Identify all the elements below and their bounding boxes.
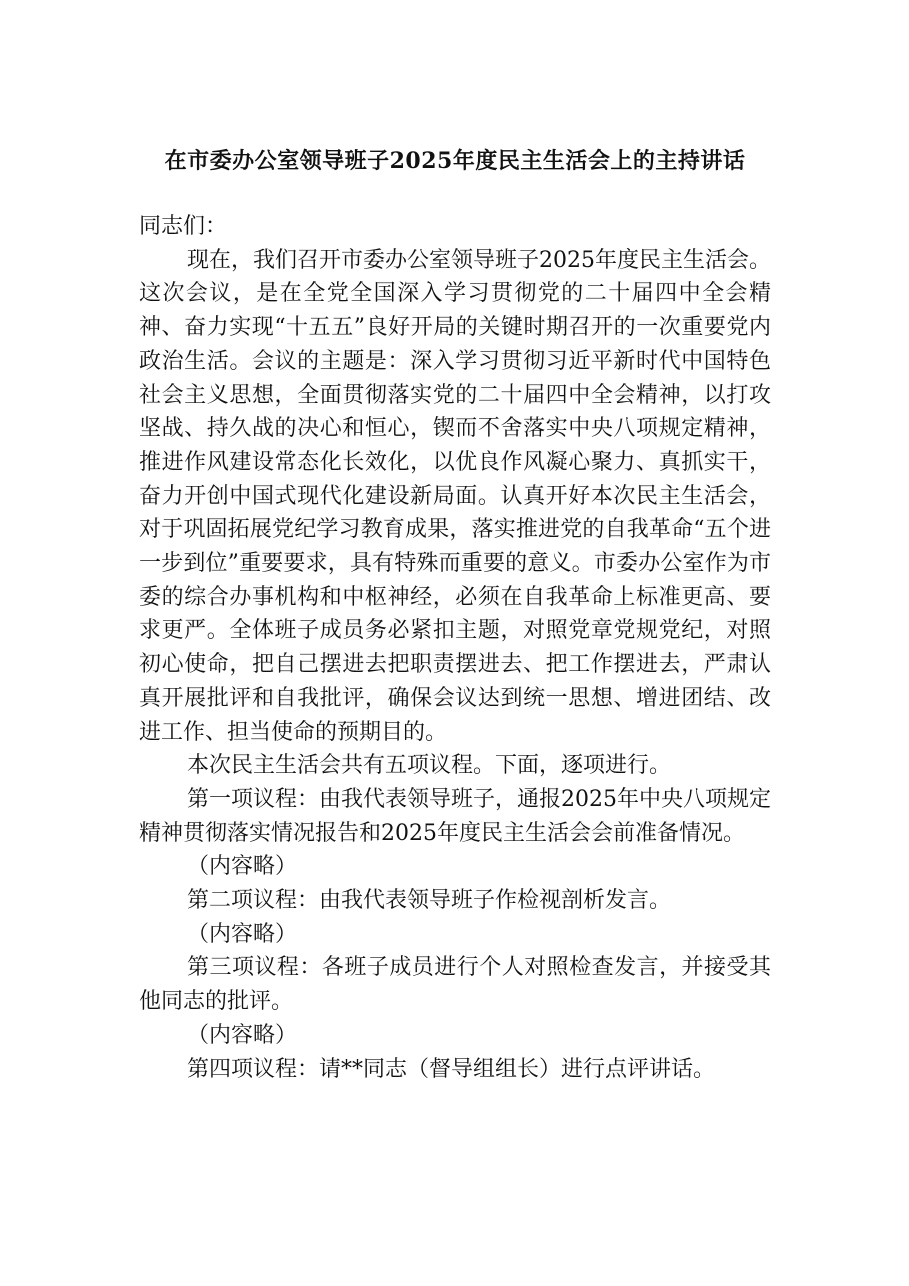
paragraph-agenda-3: 第三项议程：各班子成员进行个人对照检查发言，并接受其他同志的批评。 [139,955,771,1015]
greeting: 同志们： [139,214,228,239]
paragraph-content-omitted-1: （内容略） [187,854,298,880]
paragraph-agenda-1: 第一项议程：由我代表领导班子，通报2025年中央八项规定精神贯彻落实情况报告和2025年度民主生活会会前准备情况。 [139,786,771,846]
document-title: 在市委办公室领导班子2025年度民主生活会上的主持讲话 [164,148,746,174]
paragraph-content-omitted-2: （内容略） [187,921,298,947]
document-page [139,0,771,1286]
paragraph-content-omitted-3: （内容略） [187,1022,298,1048]
paragraph-agenda-2: 第二项议程：由我代表领导班子作检视剖析发言。 [187,888,672,914]
paragraph-agenda-4: 第四项议程：请**同志（督导组组长）进行点评讲话。 [187,1056,716,1082]
document-body [139,210,771,1086]
paragraph-opening: 现在，我们召开市委办公室领导班子2025年度民主生活会。这次会议，是在全党全国深入学习贯彻党的二十届四中全会精神、奋力实现“十五五”良好开局的关键时期召开的一次重要党内政治生活。会议的主题是：深入学习贯彻习近平新时代中国特色社会主义思想，全面贯彻落实党的二十届四中全会精神，以打攻坚战、持久战的决心和恒心，锲而不舍落实中央八项规定精神，推进作风建设常态化长效化，以优良作风凝心聚力、真抓实干，奋力开创中国式现代化建设新局面。认真开好本次民主生活会，对于巩固拓展党纪学习教育成果，落实推进党的自我革命“五个进一步到位”重要要求，具有特殊而重要的意义。市委办公室作为市委的综合办事机构和中枢神经，必须在自我革命上标准更高、要求更严。全体班子成员务必紧扣主题，对照党章党规党纪，对照初心使命，把自己摆进去把职责摆进去、把工作摆进去，严肃认真开展批评和自我批评，确保会议达到统一思想、增进团结、改进工作、担当使命的预期目的。 [139,247,771,745]
paragraph-agenda-intro: 本次民主生活会共有五项议程。下面，逐项进行。 [187,753,672,779]
